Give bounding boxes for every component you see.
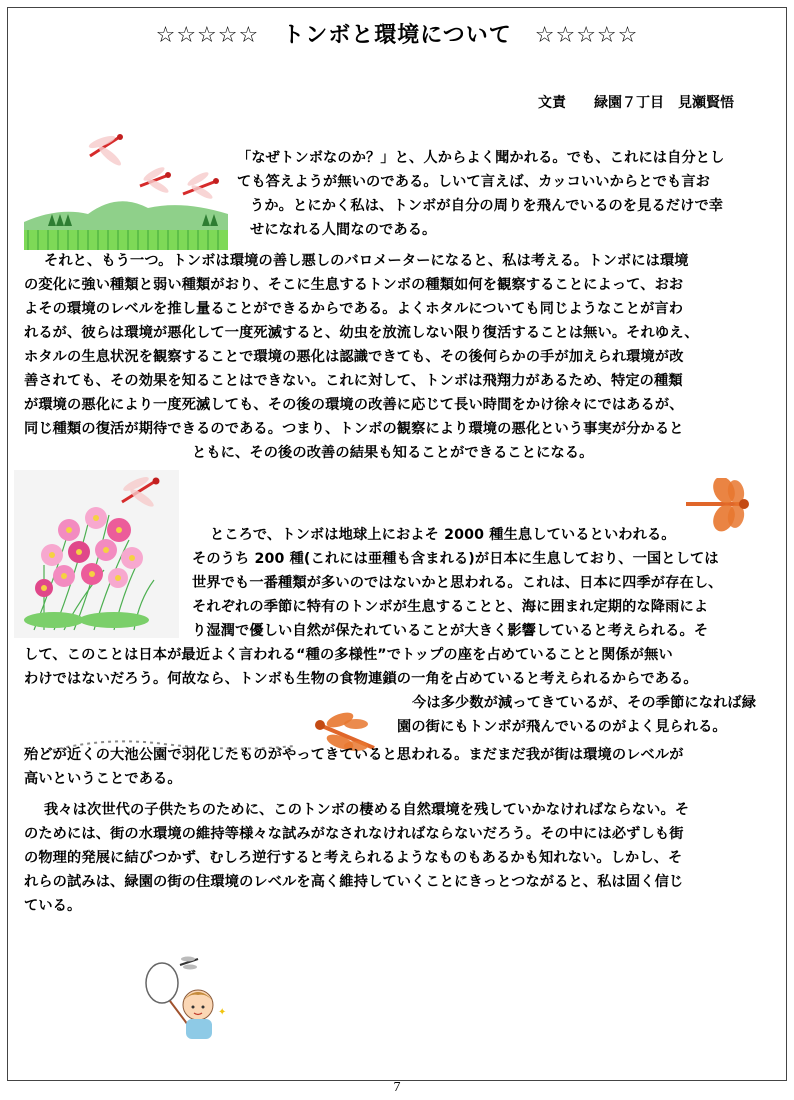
text-line: 同じ種類の復活が期待できるのである。つまり、トンボの観察により環境の悪化という事実が分かると	[24, 421, 684, 437]
text-line: ところで、トンボは地球上におよそ 2000 種生息しているといわれる。	[210, 527, 676, 543]
text-line: して、このことは日本が最近よく言われる“種の多様性”でトップの座を占めていることと関係が無い	[24, 647, 673, 663]
dragonfly-icon	[140, 165, 171, 195]
text-line: れらの試みは、緑園の街の住環境のレベルを高く維持していくことにきっとつながると、私は固く信じ	[24, 874, 684, 890]
text-line: うか。とにかく私は、トンボが自分の周りを飛んでいるのを見るだけで幸	[250, 198, 724, 214]
text-line: せになれる人間なのである。	[250, 222, 437, 238]
text-line: ても答えようが無いのである。しいて言えば、カッコいいからとでも言お	[237, 174, 710, 190]
text-line: 今は多少数が減ってきているが、その季節になれば緑	[412, 695, 757, 711]
orange-dragonfly-illustration	[680, 478, 755, 538]
text-line: よその環境のレベルを推し量ることができるからである。よくホタルについても同じようなことが言わ	[24, 301, 684, 317]
text-line: それぞれの季節に特有のトンボが生息することと、海に囲まれ定期的な降雨によ	[192, 599, 709, 615]
text-line: 世界でも一番種類が多いのではないかと思われる。これは、日本に四季が存在し、	[192, 575, 723, 591]
cosmos-flowers-illustration	[14, 470, 179, 638]
text-line: それと、もう一つ。トンボは環境の善し悪しのバロメーターになると、私は考える。トンボには環境	[44, 253, 689, 269]
text-line: れるが、彼らは環境が悪化して一度死滅すると、幼虫を放流しない限り復活することは無い。それゆえ、	[24, 325, 699, 341]
text-line: 我々は次世代の子供たちのために、このトンボの棲める自然環境を残していかなければならない。そ	[44, 802, 690, 818]
dragonflies-meadow-illustration	[18, 122, 233, 252]
page-number: 7	[393, 1080, 401, 1095]
text-line: の変化に強い種類と弱い種類がおり、そこに生息するトンボの種類如何を観察することによって、おお	[24, 277, 684, 293]
byline: 文責 緑園７丁目 見瀬賢悟	[538, 95, 734, 111]
dragonfly-icon	[180, 957, 198, 970]
text-line: ホタルの生息状況を観察することで環境の悪化は認識できても、その後何らかの手が加えられ環境が改	[24, 349, 684, 365]
text-line: り湿潤で優しい自然が保たれていることが大きく影響していると考えられる。そ	[192, 623, 709, 639]
text-line: が環境の悪化により一度死滅しても、その後の環境の改善に応じて長い時間をかけ徐々にではあるが、	[24, 397, 684, 413]
text-line: 善されても、その効果を知ることはできない。これに対して、トンボは飛翔力があるため、特定の種類	[24, 373, 683, 389]
text-line: ている。	[24, 898, 82, 914]
dragonfly-icon	[183, 170, 219, 201]
text-line: わけではないだろう。何故なら、トンボも生物の食物連鎖の一角を占めていると考えられるからである。	[24, 671, 698, 687]
child-with-net-illustration	[140, 955, 230, 1040]
text-line: のためには、街の水環境の維持等様々な試みがなされなければならないだろう。その中には必ずしも街	[24, 826, 684, 842]
text-line: 高いということである。	[24, 771, 182, 787]
text-line: 「なぜトンボなのか？」と、人からよく聞かれる。でも、これには自分とし	[237, 150, 725, 166]
text-line: 殆どが近くの大池公園で羽化したものがやってきていると思われる。まだまだ我が街は環境のレベルが	[24, 747, 684, 763]
svg-text:✦: ✦	[218, 1007, 227, 1018]
text-line: 園の街にもトンボが飛んでいるのがよく見られる。	[397, 719, 727, 735]
text-line: ともに、その後の改善の結果も知ることができることになる。	[192, 445, 594, 461]
dragonfly-icon	[87, 133, 123, 168]
page-title: ☆☆☆☆☆ トンボと環境について ☆☆☆☆☆	[155, 23, 639, 48]
text-line: そのうち 200 種(これには亜種も含まれる)が日本に生息しており、一国としては	[192, 551, 719, 567]
text-line: の物理的発展に結びつかず、むしろ逆行すると考えられるようなものもあるかも知れない。しかし、そ	[24, 850, 683, 866]
